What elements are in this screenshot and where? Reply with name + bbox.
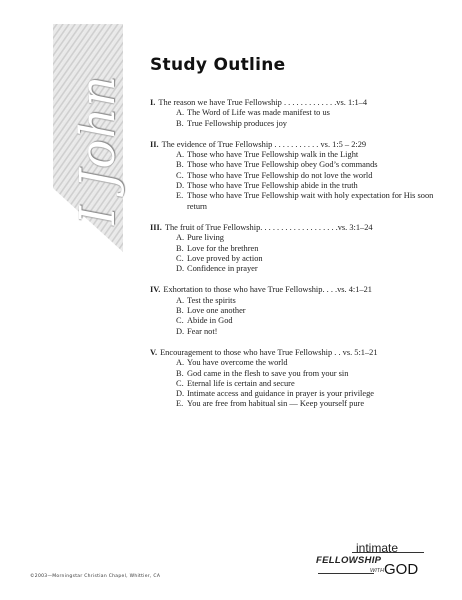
- outline-item: [176, 306, 450, 316]
- item-text: Pure living: [187, 233, 224, 243]
- item-letter: B.: [176, 118, 184, 128]
- item-text: Those who have True Fellowship do not love the world: [187, 170, 373, 180]
- section-items: [150, 108, 450, 129]
- section-number: IV.: [150, 285, 161, 295]
- item-letter: C.: [176, 253, 184, 263]
- logo-rule: [318, 573, 374, 574]
- section-number: V.: [150, 347, 158, 357]
- item-letter: A.: [176, 150, 185, 160]
- outline-section: [150, 98, 450, 129]
- outline-item: [176, 296, 450, 306]
- section-heading: [150, 285, 450, 295]
- section-heading-text: The reason we have True Fellowship . . . . . . . . . . . . .vs. 1:1–4: [158, 98, 368, 107]
- section-items: [150, 233, 450, 274]
- logo-word-intimate: intimate: [356, 541, 399, 555]
- outline-item: [176, 181, 450, 191]
- item-text: Eternal life is certain and secure: [187, 378, 295, 388]
- outline-item: [176, 160, 450, 170]
- item-letter: D.: [176, 326, 185, 336]
- outline-item: [176, 171, 450, 181]
- section-heading-text: Encouragement to those who have True Fellowship . . vs. 5:1–21: [160, 347, 378, 357]
- item-letter: D.: [176, 264, 185, 274]
- item-letter: C.: [176, 316, 184, 326]
- item-text: Fear not!: [187, 326, 218, 336]
- item-letter: B.: [176, 243, 184, 253]
- outline-item: [176, 233, 450, 243]
- item-letter: A.: [176, 358, 185, 368]
- item-text: Love proved by action: [187, 253, 263, 263]
- item-letter: B.: [176, 368, 184, 378]
- item-letter: A.: [176, 233, 185, 243]
- outline-item: [176, 254, 450, 264]
- outline-item: [176, 108, 450, 118]
- section-heading: [150, 348, 450, 358]
- item-letter: C.: [176, 378, 184, 388]
- item-letter: E.: [176, 399, 184, 409]
- copyright-notice: ©2003—Morningstar Christian Chapel, Whittier, CA: [30, 574, 161, 579]
- section-heading: [150, 98, 450, 108]
- outline-item: [176, 191, 450, 212]
- book-title: I John: [70, 74, 126, 225]
- item-text: Confidence in prayer: [187, 264, 258, 274]
- outline-item: [176, 399, 450, 409]
- item-text: Those who have True Fellowship abide in the truth: [187, 181, 358, 191]
- section-heading-text: The evidence of True Fellowship . . . . . . . . . . . vs. 1:5 – 2:29: [161, 139, 367, 149]
- outline-item: [176, 150, 450, 160]
- item-text: Those who have True Fellowship walk in the Light: [187, 150, 359, 160]
- outline-item: [176, 316, 450, 326]
- item-letter: D.: [176, 389, 185, 399]
- logo-word-fellowship: FELLOWSHIP: [316, 555, 382, 566]
- logo-word-with: WITH: [370, 568, 385, 574]
- item-text: You are free from habitual sin — Keep yourself pure: [187, 399, 365, 409]
- item-letter: E.: [176, 191, 184, 201]
- outline-section: [150, 285, 450, 336]
- section-number: III.: [150, 222, 162, 232]
- item-text: True Fellowship produces joy: [187, 118, 287, 128]
- item-text: Those who have True Fellowship obey God’s commands: [187, 160, 378, 170]
- section-items: [150, 150, 450, 212]
- item-letter: D.: [176, 181, 185, 191]
- item-text: Love for the brethren: [187, 243, 259, 253]
- outline-section: [150, 223, 450, 274]
- section-items: [150, 358, 450, 409]
- item-letter: B.: [176, 160, 184, 170]
- item-text: Abide in God: [187, 316, 233, 326]
- item-text: Love one another: [187, 306, 246, 316]
- outline-item: [176, 327, 450, 337]
- item-text: Those who have True Fellowship wait with holy expectation for His soon return: [187, 191, 434, 211]
- outline-item: [176, 389, 450, 399]
- item-text: God came in the flesh to save you from your sin: [187, 368, 349, 378]
- section-number: I.: [150, 98, 156, 107]
- item-letter: A.: [176, 295, 185, 305]
- item-letter: C.: [176, 170, 184, 180]
- outline-item: [176, 379, 450, 389]
- item-text: Intimate access and guidance in prayer is your privilege: [187, 389, 374, 399]
- study-outline: [150, 98, 450, 421]
- section-items: [150, 296, 450, 337]
- outline-item: [176, 244, 450, 254]
- item-text: You have overcome the world: [187, 358, 288, 368]
- section-heading: [150, 223, 450, 233]
- outline-item: [176, 264, 450, 274]
- item-text: Test the spirits: [187, 295, 236, 305]
- outline-section: [150, 348, 450, 410]
- item-letter: A.: [176, 108, 185, 118]
- page-title: Study Outline: [150, 55, 286, 75]
- item-text: The Word of Life was made manifest to us: [187, 108, 330, 118]
- logo-word-god: GOD: [384, 561, 419, 578]
- section-heading-text: Exhortation to those who have True Fellowship. . . .vs. 4:1–21: [163, 285, 372, 295]
- outline-item: [176, 358, 450, 368]
- section-number: II.: [150, 139, 159, 149]
- intimate-fellowship-logo: [316, 541, 436, 586]
- outline-item: [176, 369, 450, 379]
- outline-section: [150, 140, 450, 212]
- item-letter: B.: [176, 306, 184, 316]
- section-heading-text: The fruit of True Fellowship. . . . . . . . . . . . . . . . . . .vs. 3:1–24: [164, 222, 373, 232]
- outline-item: [176, 119, 450, 129]
- section-heading: [150, 140, 450, 150]
